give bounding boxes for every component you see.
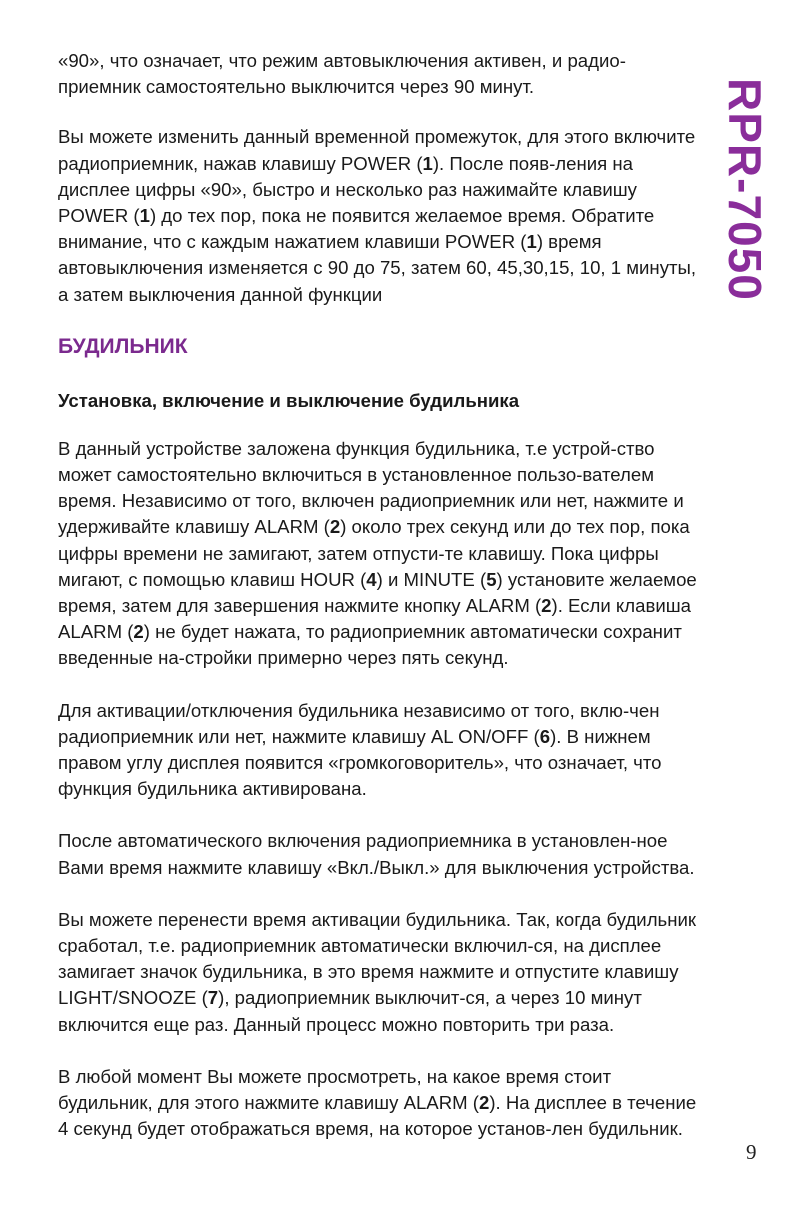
paragraph-auto-off-intro: «90», что означает, что режим автовыключения активен, и радио-приемник самостоятельно выключится через 90 минут. [58, 50, 626, 98]
text-run: Вы можете изменить данный временной промежуток, для этого включите радиоприемник, нажав клавишу POWER ( [58, 126, 696, 174]
text-run: ) не будет нажата, то радиоприемник автоматически сохранит введенные на-стройки примерно через пять секунд. [58, 621, 682, 669]
key-number: 1 [526, 231, 537, 253]
section-heading: БУДИЛЬНИК [58, 334, 188, 358]
text-run: Для активации/отключения будильника независимо от того, вклю-чен радиоприемник или нет, нажмите клавишу AL ON/OFF ( [58, 699, 660, 747]
key-number: 2 [329, 516, 341, 538]
text-run: В любой момент Вы можете просмотреть, на какое время стоит будильник, для этого нажмите клавишу ALARM ( [58, 1065, 612, 1114]
key-number: 4 [366, 568, 377, 590]
paragraph-alarm-view [58, 1064, 706, 1143]
paragraph-auto-off-change [58, 124, 706, 307]
text-run: ). В нижнем правом углу дисплея появится «громкоговоритель», что означает, что функция будильника активирована. [58, 725, 662, 800]
paragraph-alarm-off [58, 828, 706, 880]
side-title [719, 78, 771, 358]
text-run: В данный устройстве заложена функция будильника, т.е устрой-ство может самостоятельно включиться в установленное пользо-вателем время. Независимо от того, включен радиоприемник или нет, нажмите и удерживайте клавишу ALARM ( [58, 437, 684, 538]
text-run: ) время автовыключения изменяется с 90 до 75, затем 60, 45,30,15, 10, 1 минуты, а затем выключения данной функции [58, 231, 697, 305]
text-run: После автоматического включения радиоприемника в установлен-ное Вами время нажмите клавишу «Вкл./Выкл.» для выключения устройства. [58, 830, 695, 878]
key-number: 2 [541, 595, 552, 617]
key-number: 1 [422, 152, 433, 174]
text-run: ), радиоприемник выключит-ся, а через 10 минут включится еще раз. Данный процесс можно повторить три раза. [58, 987, 642, 1035]
text-run: ) и MINUTE ( [376, 568, 487, 590]
text-run: ) до тех пор, пока не появится желаемое время. Обратите внимание, что с каждым нажатием клавиши POWER ( [58, 205, 655, 253]
section-subheading: Установка, включение и выключение будильника [58, 389, 520, 411]
page-number: 9 [746, 1140, 757, 1164]
paragraph-alarm-setup [58, 436, 706, 672]
key-number: 7 [207, 987, 219, 1009]
text-run: ). Если клавиша ALARM ( [58, 595, 691, 643]
side-title-text: RPR-7050 [719, 78, 771, 301]
text-run: Вы можете перенести время активации будильника. Так, когда будильник сработал, т.е. радиоприемник автоматически включил-ся, на дисплее замигает значок будильника, в это время нажмите и отпустите клавишу LIGHT/SNOOZE ( [58, 908, 697, 1009]
key-number: 2 [478, 1092, 490, 1114]
key-number: 5 [486, 568, 497, 590]
text-run: ). На дисплее в течение 4 секунд будет отображаться время, на которое установ-лен будильник. [58, 1092, 697, 1140]
text-run: ) установите желаемое время, затем для завершения нажмите кнопку ALARM ( [58, 568, 697, 617]
paragraph-alarm-activation [58, 698, 706, 803]
key-number: 2 [133, 621, 144, 643]
key-number: 1 [139, 205, 150, 227]
page-content [58, 48, 706, 1169]
text-run: ). После появ-ления на дисплее цифры «90», быстро и несколько раз нажимайте клавишу POWER ( [58, 152, 637, 227]
key-number: 6 [539, 725, 551, 747]
paragraph-snooze [58, 907, 706, 1038]
text-run: ) около трех секунд или до тех пор, пока цифры времени не замигают, затем отпусти-те клавишу. Пока цифры мигают, с помощью клавиш HOUR ( [58, 516, 690, 590]
